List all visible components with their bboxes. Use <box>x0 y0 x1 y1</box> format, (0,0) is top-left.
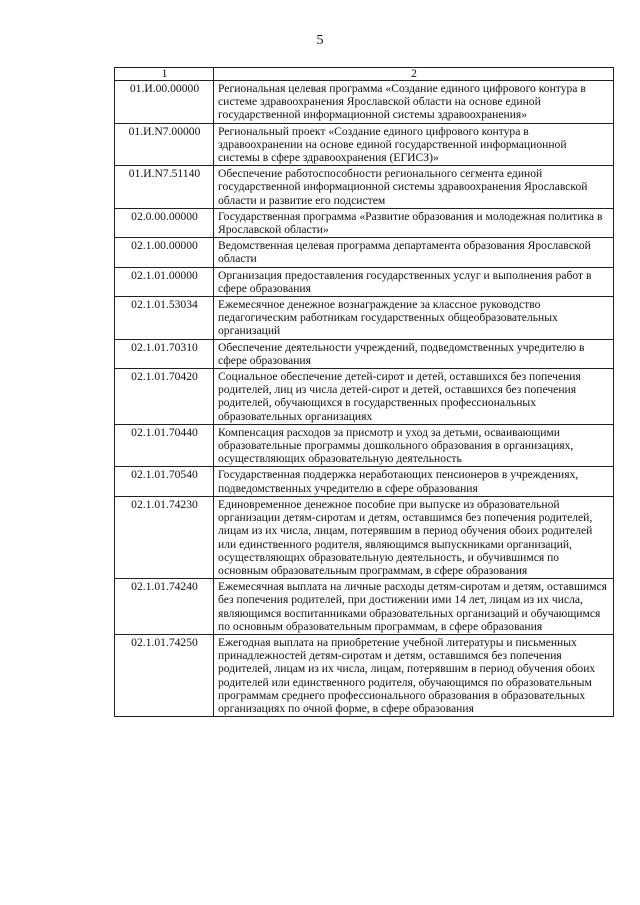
row-description: Обеспечение работоспособности регионального сегмента единой государственной информационной системы здравоохранения Ярославской области и развитие его подсистем <box>214 166 614 209</box>
table-header-row <box>115 68 614 81</box>
row-description: Ведомственная целевая программа департамента образования Ярославской области <box>214 238 614 267</box>
row-description: Ежемесячная выплата на личные расходы детям-сиротам и детям, оставшимся без попечения родителей, при достижении ими 14 лет, лицам из их числа, являющимся воспитанниками образовательных организаций и обучающимся по основным образовательным программам, в сфере образования <box>214 579 614 635</box>
row-code: 01.И.N7.51140 <box>115 166 214 209</box>
row-description: Ежегодная выплата на приобретение учебной литературы и письменных принадлежностей детям-сиротам и детям, оставшимся без попечения родителей, лицам из их числа, лицам, потерявшим в период обучения обоих родителей или единственного родителя, обучающимся по образовательным программам среднего профессионального образования в образовательных организациях по очной форме, в сфере образования <box>214 634 614 716</box>
table-row <box>115 166 614 209</box>
row-code: 02.1.01.74230 <box>115 496 214 578</box>
row-description: Обеспечение деятельности учреждений, подведомственных учредителю в сфере образования <box>214 339 614 368</box>
table-row <box>115 424 614 467</box>
table-row <box>115 339 614 368</box>
row-description: Государственная поддержка неработающих пенсионеров в учреждениях, подведомственных учредителю в сфере образования <box>214 467 614 496</box>
row-code: 02.1.01.70440 <box>115 424 214 467</box>
row-code: 01.И.00.00000 <box>115 81 214 124</box>
table-row <box>115 238 614 267</box>
row-description: Единовременное денежное пособие при выпуске из образовательной организации детям-сиротам и детям, оставшимся без попечения родителей, лицам из их числа, лицам, потерявшим в период обучения обоих родителей или единственного родителя, являющимся выпускниками организаций, осуществляющих образовательную деятельность, и обучившимся по основным образовательным программам, в сфере образования <box>214 496 614 578</box>
table-row <box>115 81 614 124</box>
row-code: 02.1.01.74240 <box>115 579 214 635</box>
row-description: Ежемесячное денежное вознаграждение за классное руководство педагогическим работникам государственных общеобразовательных организаций <box>214 297 614 340</box>
table-row <box>115 267 614 296</box>
row-code: 02.1.01.74250 <box>115 634 214 716</box>
row-description: Компенсация расходов за присмотр и уход за детьми, осваивающими образовательные программы дошкольного образования в организациях, осуществляющих образовательную деятельность <box>214 424 614 467</box>
row-code: 02.1.00.00000 <box>115 238 214 267</box>
row-code: 02.1.01.00000 <box>115 267 214 296</box>
table-row <box>115 297 614 340</box>
column-header-description: 2 <box>214 68 614 81</box>
row-description: Организация предоставления государственных услуг и выполнения работ в сфере образования <box>214 267 614 296</box>
table-row <box>115 467 614 496</box>
column-header-code: 1 <box>115 68 214 81</box>
row-description: Социальное обеспечение детей-сирот и детей, оставшихся без попечения родителей, лиц из числа детей-сирот и детей, оставшихся без попечения родителей, обучающихся в государственных профессиональных образовательных организациях <box>214 369 614 425</box>
table-row <box>115 579 614 635</box>
table-row <box>115 208 614 237</box>
row-description: Региональный проект «Создание единого цифрового контура в здравоохранении на основе единой государственной информационной системы в сфере здравоохранения (ЕГИСЗ)» <box>214 123 614 166</box>
row-description: Региональная целевая программа «Создание единого цифрового контура в системе здравоохранения Ярославской области на основе единой государственной информационной системы здравоохранения» <box>214 81 614 124</box>
table-row <box>115 634 614 716</box>
row-code: 02.0.00.00000 <box>115 208 214 237</box>
table-row <box>115 496 614 578</box>
row-code: 02.1.01.70540 <box>115 467 214 496</box>
table-row <box>115 123 614 166</box>
table-row <box>115 369 614 425</box>
budget-code-table <box>114 67 614 717</box>
row-code: 02.1.01.70420 <box>115 369 214 425</box>
row-code: 01.И.N7.00000 <box>115 123 214 166</box>
row-description: Государственная программа «Развитие образования и молодежная политика в Ярославской области» <box>214 208 614 237</box>
page-number: 5 <box>316 33 324 48</box>
row-code: 02.1.01.53034 <box>115 297 214 340</box>
row-code: 02.1.01.70310 <box>115 339 214 368</box>
